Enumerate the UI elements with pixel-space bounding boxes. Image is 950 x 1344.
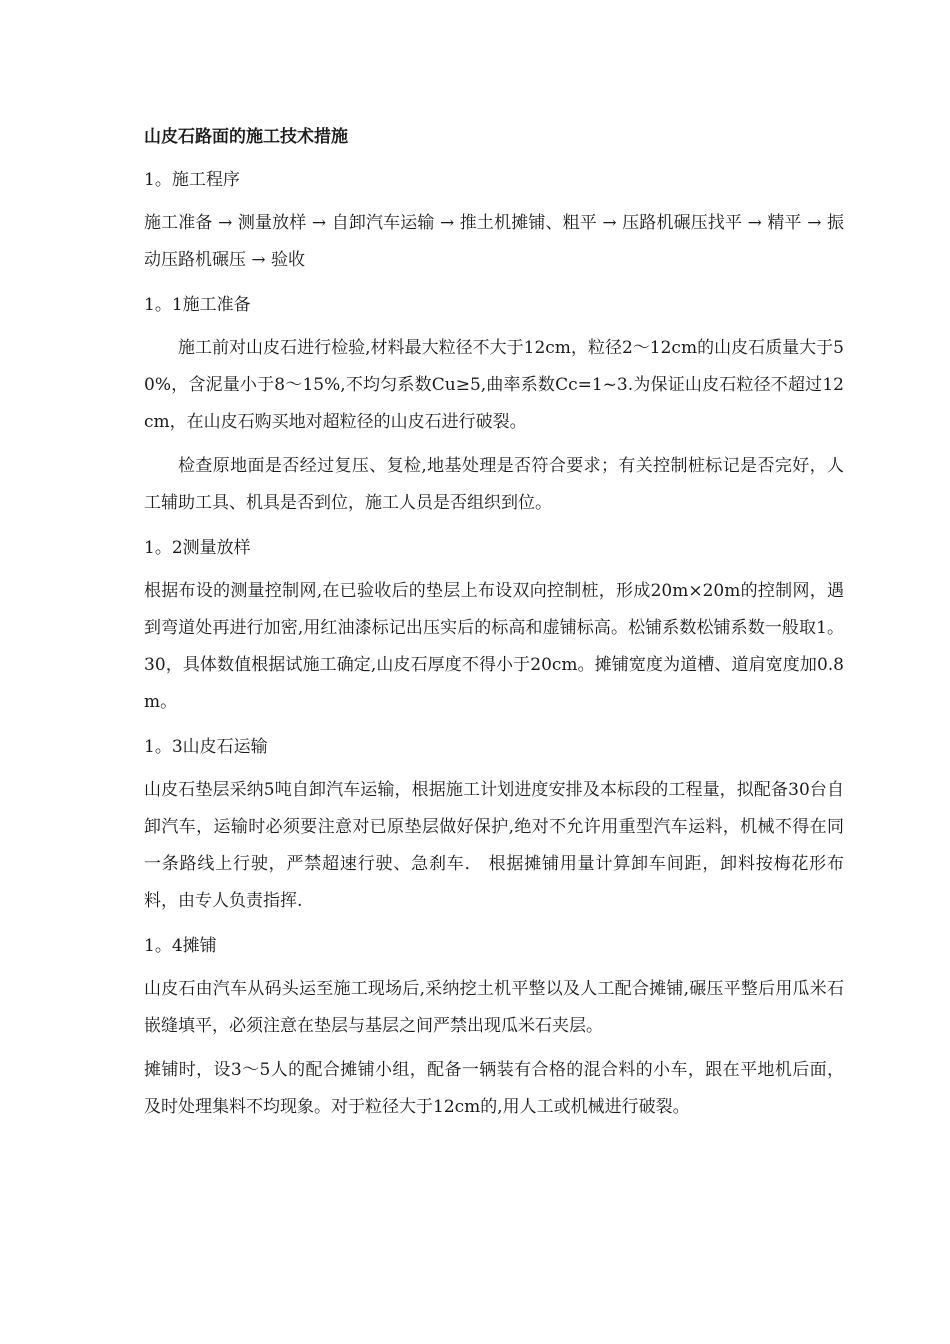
paragraph-ground-check: 检查原地面是否经过复压、复检,地基处理是否符合要求；有关控制桩标记是否完好，人工辅助工具、机具是否到位，施工人员是否组织到位。 [144, 456, 844, 513]
section-heading-survey: 1。2测量放样 [144, 538, 251, 558]
paragraph-paving: 山皮石由汽车从码头运至施工现场后,采纳挖土机平整以及人工配合摊铺,碾压平整后用瓜米石嵌缝填平，必须注意在垫层与基层之间严禁出现瓜米石夹层。 [144, 979, 844, 1036]
paragraph-paving-team: 摊铺时，设3～5人的配合摊铺小组，配备一辆装有合格的混合料的小车，跟在平地机后面，及时处理集料不均现象。对于粒径大于12cm的,用人工或机械进行破裂。 [144, 1060, 844, 1117]
paragraph-material-inspection: 施工前对山皮石进行检验,材料最大粒径不大于12cm，粒径2～12cm的山皮石质量大于50%，含泥量小于8～15%,不均匀系数Cu≥5,曲率系数Cc=1~3.为保证山皮石粒径不超过12cm，在山皮石购买地对超粒径的山皮石进行破裂。 [144, 338, 844, 432]
section-heading-preparation: 1。1施工准备 [144, 295, 251, 315]
paragraph-procedure-flow: 施工准备 → 测量放样 → 自卸汽车运输 → 推土机摊铺、粗平 → 压路机碾压找平 → 精平 → 振动压路机碾压 → 验收 [144, 213, 844, 270]
document-title: 山皮石路面的施工技术措施 [144, 127, 348, 147]
paragraph-transport: 山皮石垫层采纳5吨自卸汽车运输，根据施工计划进度安排及本标段的工程量，拟配备30台自卸汽车，运输时必须要注意对已原垫层做好保护,绝对不允许用重型汽车运料，机械不得在同一条路线上行驶，严禁超速行驶、急刹车． 根据摊铺用量计算卸车间距，卸料按梅花形布料，由专人负责指挥. [144, 780, 844, 911]
section-heading-paving: 1。4摊铺 [144, 936, 217, 956]
paragraph-survey: 根据布设的测量控制网,在已验收后的垫层上布设双向控制桩，形成20m×20m的控制网，遇到弯道处再进行加密,用红油漆标记出压实后的标高和虚铺标高。松铺系数松铺系数一般取1。30，具体数值根据试施工确定,山皮石厚度不得小于20cm。摊铺宽度为道槽、道肩宽度加0.8m。 [144, 581, 844, 712]
document-page [144, 118, 844, 1133]
section-heading-procedure: 1。施工程序 [144, 170, 240, 190]
section-heading-transport: 1。3山皮石运输 [144, 737, 268, 757]
